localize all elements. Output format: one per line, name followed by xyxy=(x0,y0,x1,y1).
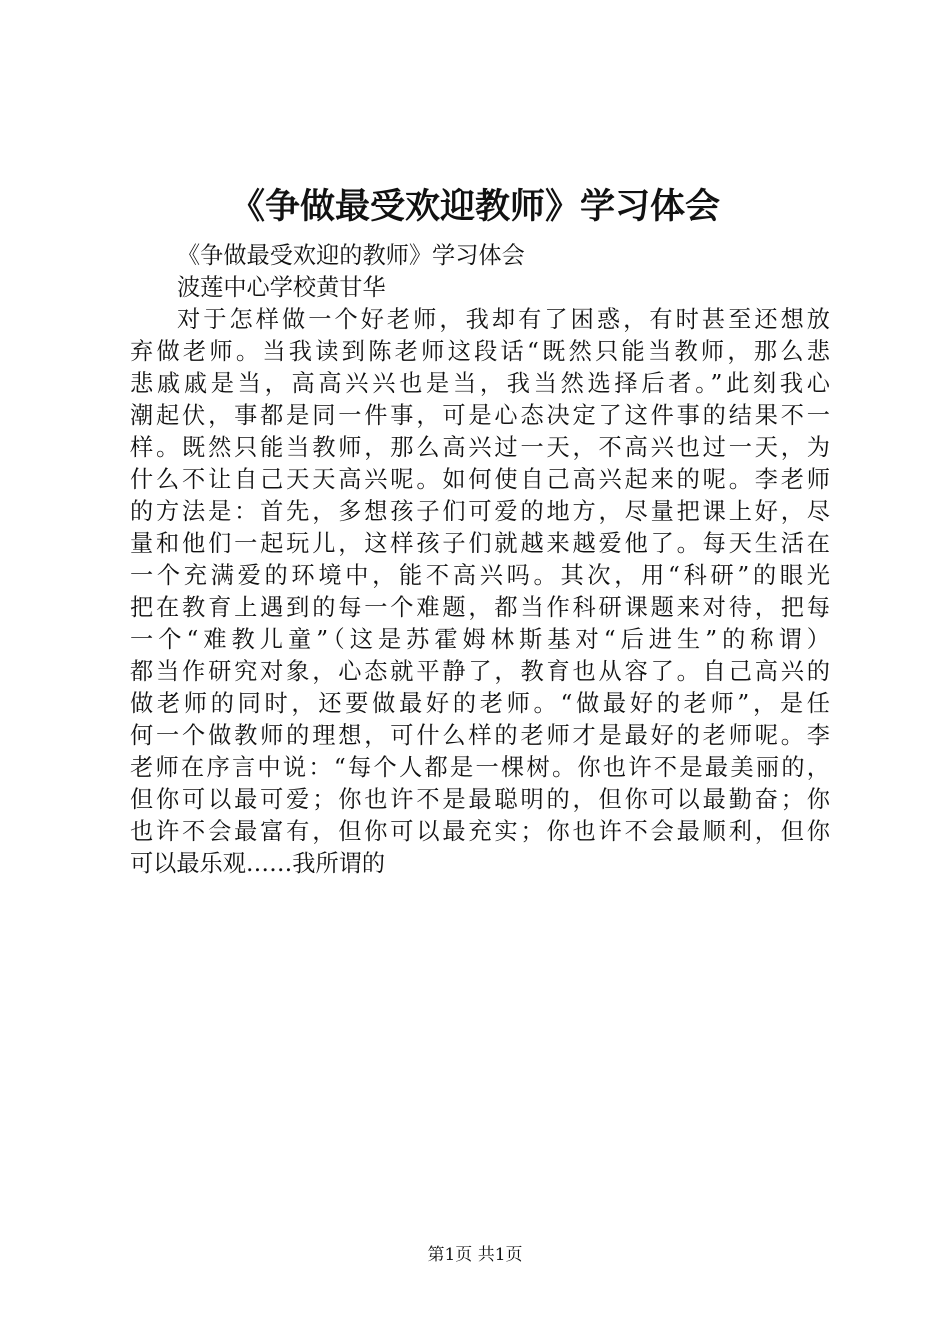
paragraph-line: 的方法是：首先，多想孩子们可爱的地方，尽量把课上好，尽 xyxy=(130,498,830,525)
paragraph-line: 对于怎样做一个好老师，我却有了困惑，有时甚至还想放 xyxy=(177,306,830,333)
paragraph-line: 把在教育上遇到的每一个难题，都当作科研课题来对待，把每 xyxy=(130,594,830,621)
document-body xyxy=(130,240,830,880)
page-footer: 第1页 共1页 xyxy=(427,1245,523,1265)
paragraph-line: 潮起伏，事都是同一件事，可是心态决定了这件事的结果不一 xyxy=(130,402,830,429)
document-title: 《争做最受欢迎教师》学习体会 xyxy=(229,187,720,227)
document-subtitle: 《争做最受欢迎的教师》学习体会 xyxy=(177,242,525,269)
paragraph-line: 可以最乐观……我所谓的 xyxy=(130,850,386,877)
paragraph-line: 也许不会最富有，但你可以最充实；你也许不会最顺利，但你 xyxy=(130,818,830,845)
paragraph-line: 做老师的同时，还要做最好的老师。“做最好的老师”，是任 xyxy=(130,690,830,717)
paragraph-line: 弃做老师。当我读到陈老师这段话“既然只能当教师，那么悲 xyxy=(130,338,830,365)
paragraph-line: 一个充满爱的环境中，能不高兴吗。其次，用“科研”的眼光 xyxy=(130,562,830,589)
paragraph-line: 一个“难教儿童”（这是苏霍姆林斯基对“后进生”的称谓） xyxy=(130,626,830,653)
paragraph-line: 样。既然只能当教师，那么高兴过一天，不高兴也过一天，为 xyxy=(130,434,830,461)
document-author: 波莲中心学校黄甘华 xyxy=(177,274,386,301)
paragraph-line: 悲戚戚是当，高高兴兴也是当，我当然选择后者。”此刻我心 xyxy=(130,370,830,397)
paragraph-line: 老师在序言中说：“每个人都是一棵树。你也许不是最美丽的， xyxy=(130,754,830,781)
paragraph-line: 什么不让自己天天高兴呢。如何使自己高兴起来的呢。李老师 xyxy=(130,466,830,493)
paragraph-line: 但你可以最可爱；你也许不是最聪明的，但你可以最勤奋；你 xyxy=(130,786,830,813)
paragraph-line: 量和他们一起玩儿，这样孩子们就越来越爱他了。每天生活在 xyxy=(130,530,830,557)
paragraph-line: 何一个做教师的理想，可什么样的老师才是最好的老师呢。李 xyxy=(130,722,830,749)
paragraph-line: 都当作研究对象，心态就平静了，教育也从容了。自己高兴的 xyxy=(130,658,830,685)
